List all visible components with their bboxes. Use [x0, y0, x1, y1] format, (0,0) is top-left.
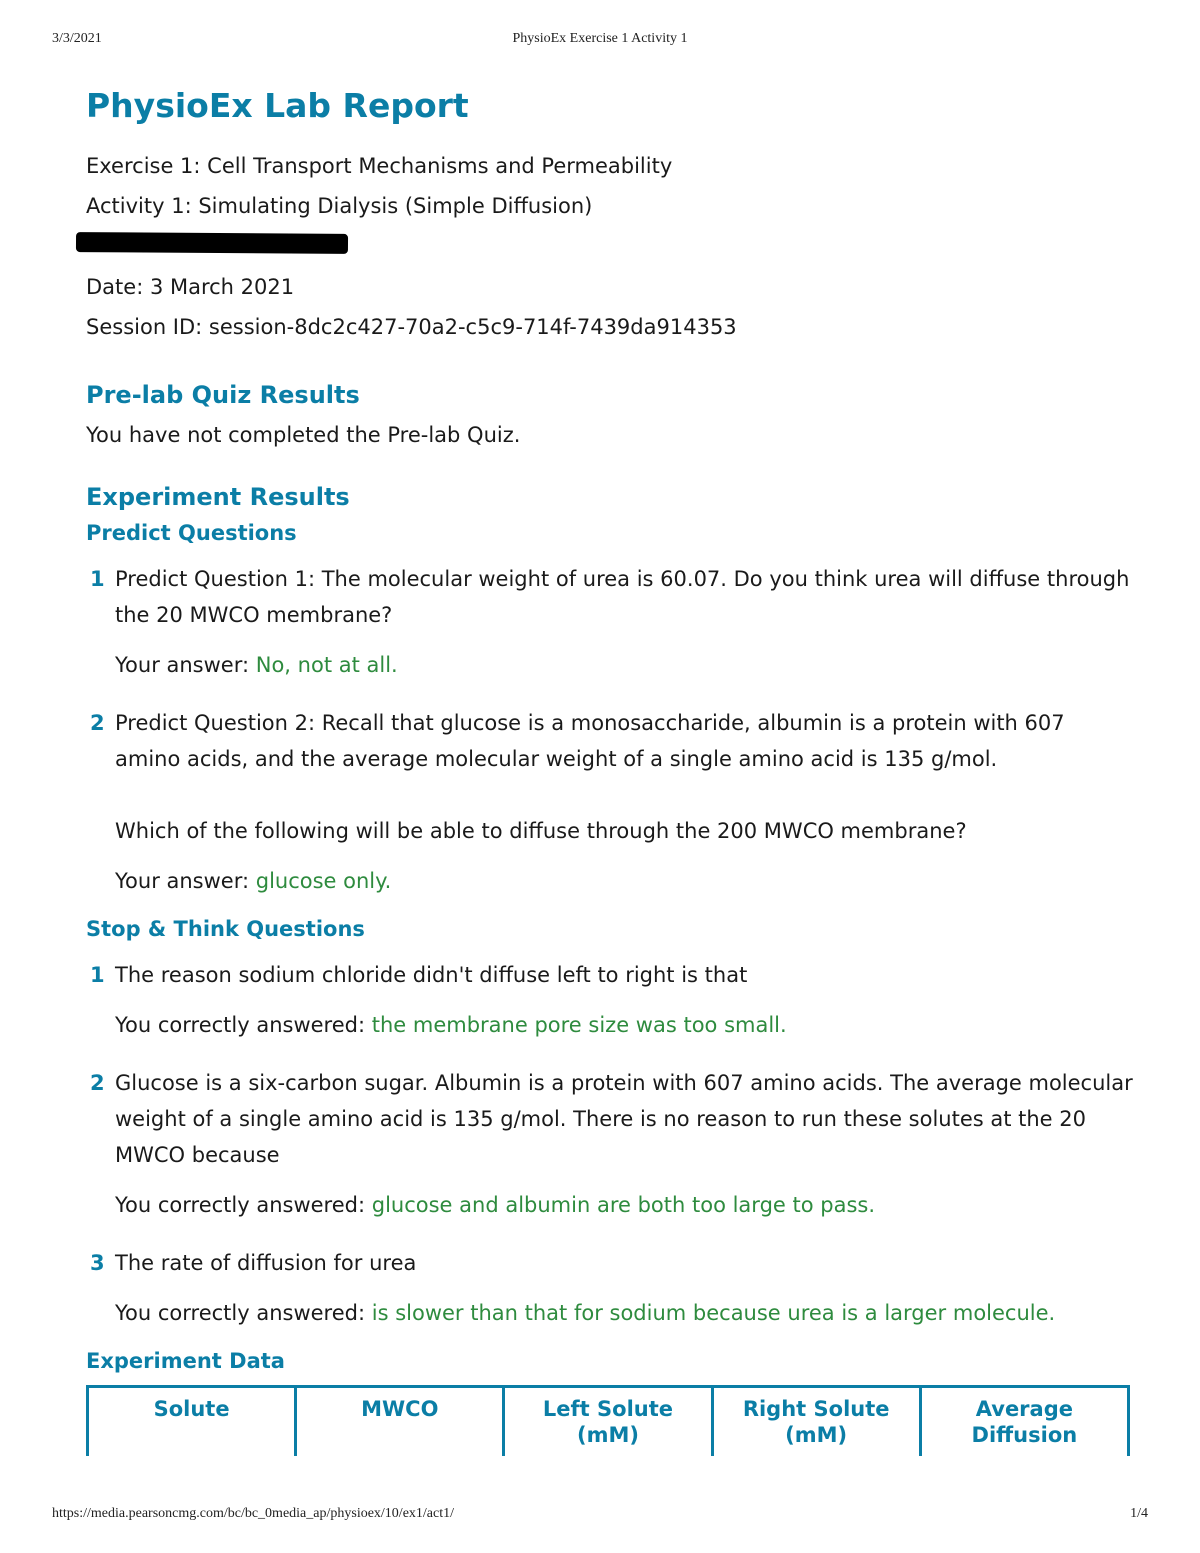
answer-line	[115, 1295, 1136, 1331]
column-header-right-solute: Right Solute (mM)	[712, 1387, 920, 1457]
exercise-name: Exercise 1: Cell Transport Mechanisms and Permeability	[86, 154, 673, 178]
question-text: Predict Question 1: The molecular weight of urea is 60.07. Do you think urea will diffuse through the 20 MWCO membrane?	[115, 567, 1130, 627]
answer-label: You correctly answered:	[115, 1301, 366, 1325]
stop-question-2	[86, 1065, 1136, 1223]
question-text: Predict Question 2: Recall that glucose is a monosaccharide, albumin is a protein with 607 amino acids, and the average molecular weight of a single amino acid is 135 g/mol.	[115, 711, 1065, 771]
print-header-date: 3/3/2021	[52, 31, 102, 46]
session-id: Session ID: session-8dc2c427-70a2-c5c9-714f-7439da914353	[86, 315, 737, 339]
experiment-data-heading: Experiment Data	[86, 1349, 285, 1373]
answer-value: glucose only.	[255, 869, 392, 893]
predict-questions-heading: Predict Questions	[86, 521, 297, 545]
redacted-name-bar	[76, 232, 348, 254]
answer-label: You correctly answered:	[115, 1013, 366, 1037]
question-number: 2	[90, 1071, 105, 1095]
answer-line	[115, 1187, 1136, 1223]
column-header-mwco: MWCO	[296, 1387, 504, 1457]
predict-question-1	[86, 561, 1136, 683]
answer-line	[115, 647, 1136, 683]
column-header-average-diffusion: Average Diffusion	[920, 1387, 1128, 1457]
activity-name: Activity 1: Simulating Dialysis (Simple Diffusion)	[86, 194, 593, 218]
answer-value: is slower than that for sodium because urea is a larger molecule.	[371, 1301, 1056, 1325]
answer-label: You correctly answered:	[115, 1193, 366, 1217]
experiment-results-heading: Experiment Results	[86, 483, 350, 511]
answer-value: No, not at all.	[255, 653, 398, 677]
question-text: The rate of diffusion for urea	[115, 1251, 417, 1275]
answer-line	[115, 1007, 1136, 1043]
report-title: PhysioEx Lab Report	[86, 86, 469, 125]
stop-think-heading: Stop & Think Questions	[86, 917, 365, 941]
print-footer-page: 1/4	[1130, 1506, 1148, 1521]
question-number: 2	[90, 711, 105, 735]
answer-value: glucose and albumin are both too large to pass.	[371, 1193, 876, 1217]
question-number: 1	[90, 963, 105, 987]
experiment-data-table	[86, 1385, 1130, 1456]
table-header-row	[88, 1387, 1129, 1457]
lab-report	[86, 82, 1136, 1456]
report-meta	[86, 146, 1136, 347]
answer-value: the membrane pore size was too small.	[371, 1013, 787, 1037]
stop-question-1	[86, 957, 1136, 1043]
question-text: The reason sodium chloride didn't diffuse left to right is that	[115, 963, 748, 987]
predict-question-2	[86, 705, 1136, 899]
print-footer-url: https://media.pearsoncmg.com/bc/bc_0media_ap/physioex/10/ex1/act1/	[52, 1506, 455, 1521]
answer-label: Your answer:	[115, 869, 250, 893]
question-number: 3	[90, 1251, 105, 1275]
prelab-heading: Pre-lab Quiz Results	[86, 381, 360, 409]
column-header-left-solute: Left Solute (mM)	[504, 1387, 712, 1457]
stop-question-3	[86, 1245, 1136, 1331]
question-text-extra: Which of the following will be able to diffuse through the 200 MWCO membrane?	[115, 819, 967, 843]
question-number: 1	[90, 567, 105, 591]
answer-label: Your answer:	[115, 653, 250, 677]
answer-line	[115, 863, 1136, 899]
report-date: Date: 3 March 2021	[86, 275, 295, 299]
column-header-solute: Solute	[88, 1387, 296, 1457]
prelab-text: You have not completed the Pre-lab Quiz.	[86, 423, 521, 447]
print-header-title: PhysioEx Exercise 1 Activity 1	[512, 31, 688, 46]
question-text: Glucose is a six-carbon sugar. Albumin is a protein with 607 amino acids. The average molecular weight of a single amino acid is 135 g/mol. There is no reason to run these solutes at the 20 MWCO because	[115, 1071, 1133, 1167]
